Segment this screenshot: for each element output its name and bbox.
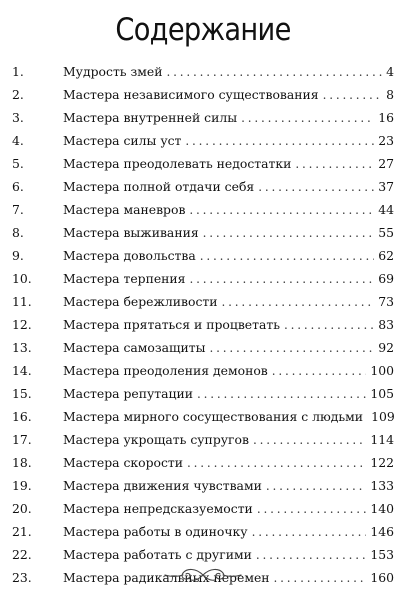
- toc-entry-number: 9.: [12, 248, 24, 263]
- toc-entry[interactable]: [10, 60, 394, 83]
- toc-entry-number: 5.: [12, 156, 24, 171]
- toc-entry-page: 16: [378, 110, 394, 125]
- flourish-ornament-icon: [163, 564, 243, 586]
- toc-entry[interactable]: [10, 290, 394, 313]
- toc-entry-title: Мастера выживания: [63, 225, 199, 240]
- toc-entry-page: 105: [370, 386, 394, 401]
- dot-leader: [258, 176, 374, 199]
- dot-leader: [256, 544, 366, 567]
- toc-entry-number: 20.: [12, 501, 32, 516]
- toc-entry[interactable]: [10, 83, 394, 106]
- toc-entry-page: 37: [378, 179, 394, 194]
- dot-leader: [257, 498, 367, 521]
- toc-entry-title: Мудрость змей: [63, 64, 163, 79]
- toc-entry-number: 19.: [12, 478, 32, 493]
- toc-entry-page: 109: [371, 409, 395, 424]
- toc-entry-number: 7.: [12, 202, 24, 217]
- toc-entry-number: 11.: [12, 294, 32, 309]
- dot-leader: [252, 521, 367, 544]
- dot-leader: [253, 429, 366, 452]
- toc-entry-title: Мастера преодолевать недостатки: [63, 156, 292, 171]
- toc-entry-title: Мастера полной отдачи себя: [63, 179, 255, 194]
- dot-leader: [323, 84, 382, 107]
- toc-entry-page: 122: [370, 455, 394, 470]
- toc-entry-page: 55: [378, 225, 394, 240]
- dot-leader: [274, 567, 367, 590]
- toc-entry-page: 69: [378, 271, 394, 286]
- toc-entry-title: Мастера работать с другими: [63, 547, 252, 562]
- toc-entry-number: 22.: [12, 547, 32, 562]
- toc-entry[interactable]: [10, 474, 394, 497]
- toc-entry-title: Мастера самозащиты: [63, 340, 206, 355]
- toc-entry[interactable]: [10, 221, 394, 244]
- toc-entry-number: 23.: [12, 570, 32, 585]
- dot-leader: [266, 475, 367, 498]
- toc-entry-number: 18.: [12, 455, 32, 470]
- dot-leader: [295, 153, 374, 176]
- toc-entry-number: 3.: [12, 110, 24, 125]
- toc-entry-page: 146: [370, 524, 394, 539]
- dot-leader: [210, 337, 375, 360]
- toc-entry[interactable]: [10, 520, 394, 543]
- toc-entry-number: 8.: [12, 225, 24, 240]
- toc-entry-page: 62: [378, 248, 394, 263]
- toc-entry[interactable]: [10, 382, 394, 405]
- toc-entry-page: 100: [370, 363, 394, 378]
- toc-entry-title: Мастера радикальных перемен: [63, 570, 270, 585]
- toc-entry[interactable]: [10, 405, 394, 428]
- toc-entry[interactable]: [10, 313, 394, 336]
- toc-entry-page: 153: [370, 547, 394, 562]
- toc-entry-title: Мастера непредсказуемости: [63, 501, 253, 516]
- toc-entry-number: 4.: [12, 133, 24, 148]
- toc-entry[interactable]: [10, 428, 394, 451]
- dot-leader: [241, 107, 374, 130]
- dot-leader: [166, 61, 382, 84]
- toc-entry-page: 44: [378, 202, 394, 217]
- toc-entry-title: Мастера преодоления демонов: [63, 363, 268, 378]
- toc-entry[interactable]: [10, 267, 394, 290]
- table-of-contents: [10, 60, 394, 589]
- toc-entry-title: Мастера укрощать супругов: [63, 432, 249, 447]
- toc-entry-page: 160: [370, 570, 394, 585]
- toc-entry-number: 2.: [12, 87, 24, 102]
- toc-entry-title: Мастера независимого существования: [63, 87, 319, 102]
- toc-entry-title: Мастера мирного сосуществования с людьми: [63, 409, 364, 424]
- toc-entry-title: Мастера репутации: [63, 386, 193, 401]
- toc-entry-number: 21.: [12, 524, 32, 539]
- dot-leader: [190, 268, 375, 291]
- toc-entry-number: 14.: [12, 363, 32, 378]
- dot-leader: [189, 199, 374, 222]
- toc-entry-page: 83: [378, 317, 394, 332]
- toc-entry-number: 17.: [12, 432, 32, 447]
- toc-entry-title: Мастера скорости: [63, 455, 184, 470]
- toc-entry-page: 73: [378, 294, 394, 309]
- toc-entry-title: Мастера силы уст: [63, 133, 182, 148]
- toc-entry-page: 4: [386, 64, 394, 79]
- toc-entry-page: 114: [370, 432, 394, 447]
- toc-entry[interactable]: [10, 543, 394, 566]
- toc-entry-number: 15.: [12, 386, 32, 401]
- toc-entry[interactable]: [10, 175, 394, 198]
- page-title: Содержание: [115, 12, 291, 48]
- dot-leader: [185, 130, 374, 153]
- toc-entry[interactable]: [10, 198, 394, 221]
- dot-leader: [284, 314, 374, 337]
- toc-entry[interactable]: [10, 336, 394, 359]
- toc-entry-page: 23: [378, 133, 394, 148]
- toc-entry-page: 8: [386, 87, 394, 102]
- toc-entry[interactable]: [10, 244, 394, 267]
- toc-entry[interactable]: [10, 451, 394, 474]
- toc-entry-page: 140: [370, 501, 394, 516]
- toc-entry-title: Мастера бережливости: [63, 294, 218, 309]
- toc-entry-title: Мастера прятаться и процветать: [63, 317, 280, 332]
- toc-entry-title: Мастера работы в одиночку: [63, 524, 248, 539]
- toc-entry-number: 10.: [12, 271, 32, 286]
- dot-leader: [200, 245, 374, 268]
- toc-entry-title: Мастера довольства: [63, 248, 196, 263]
- toc-entry[interactable]: [10, 106, 394, 129]
- toc-entry-title: Мастера движения чувствами: [63, 478, 262, 493]
- toc-entry-title: Мастера внутренней силы: [63, 110, 238, 125]
- toc-entry-page: 27: [378, 156, 394, 171]
- dot-leader: [203, 222, 375, 245]
- toc-entry-title: Мастера терпения: [63, 271, 186, 286]
- dot-leader: [197, 383, 366, 406]
- toc-entry-page: 133: [370, 478, 394, 493]
- toc-entry[interactable]: [10, 129, 394, 152]
- toc-entry-number: 6.: [12, 179, 24, 194]
- dot-leader: [222, 291, 375, 314]
- toc-entry-number: 16.: [12, 409, 32, 424]
- dot-leader: [272, 360, 367, 383]
- toc-entry-number: 12.: [12, 317, 32, 332]
- dot-leader: [187, 452, 366, 475]
- toc-entry[interactable]: [10, 359, 394, 382]
- toc-entry[interactable]: [10, 497, 394, 520]
- toc-entry-page: 92: [378, 340, 394, 355]
- toc-entry-number: 1.: [12, 64, 24, 79]
- toc-entry-title: Мастера маневров: [63, 202, 186, 217]
- toc-entry[interactable]: [10, 152, 394, 175]
- toc-entry-number: 13.: [12, 340, 32, 355]
